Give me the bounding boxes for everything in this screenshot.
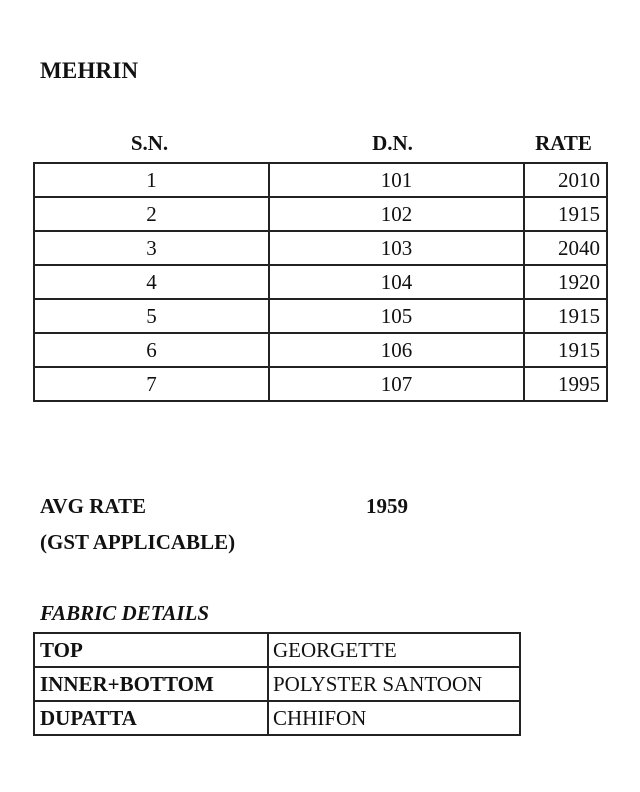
- cell-design-number: 102: [269, 197, 524, 231]
- cell-serial-number: 5: [34, 299, 269, 333]
- rate-table: [33, 162, 608, 402]
- table-row: [34, 197, 607, 231]
- cell-serial-number: 2: [34, 197, 269, 231]
- header-serial-number: S.N.: [130, 131, 169, 155]
- average-rate-value: 1959: [366, 494, 408, 518]
- average-rate-label: AVG RATE: [40, 494, 146, 518]
- document-title: MEHRIN: [40, 58, 139, 83]
- header-rate: RATE: [535, 131, 592, 155]
- table-row: [34, 667, 520, 701]
- cell-serial-number: 3: [34, 231, 269, 265]
- cell-serial-number: 6: [34, 333, 269, 367]
- cell-serial-number: 7: [34, 367, 269, 401]
- fabric-details-title: FABRIC DETAILS: [40, 601, 210, 625]
- cell-design-number: 101: [269, 163, 524, 197]
- cell-fabric-material: CHHIFON: [268, 701, 520, 735]
- table-row: [34, 633, 520, 667]
- table-row: [34, 333, 607, 367]
- cell-garment-part: DUPATTA: [34, 701, 268, 735]
- cell-serial-number: 4: [34, 265, 269, 299]
- table-row: [34, 299, 607, 333]
- rate-table-header: [33, 131, 608, 159]
- cell-design-number: 105: [269, 299, 524, 333]
- cell-rate: 1995: [524, 367, 607, 401]
- gst-applicable-note: (GST APPLICABLE): [40, 530, 236, 554]
- cell-design-number: 107: [269, 367, 524, 401]
- cell-garment-part: TOP: [34, 633, 268, 667]
- cell-rate: 1915: [524, 299, 607, 333]
- cell-rate: 2040: [524, 231, 607, 265]
- cell-design-number: 106: [269, 333, 524, 367]
- header-design-number: D.N.: [372, 131, 413, 155]
- cell-design-number: 103: [269, 231, 524, 265]
- fabric-details-table: [33, 632, 521, 736]
- cell-fabric-material: POLYSTER SANTOON: [268, 667, 520, 701]
- cell-rate: 1915: [524, 197, 607, 231]
- cell-rate: 1915: [524, 333, 607, 367]
- cell-serial-number: 1: [34, 163, 269, 197]
- cell-garment-part: INNER+BOTTOM: [34, 667, 268, 701]
- cell-rate: 1920: [524, 265, 607, 299]
- cell-design-number: 104: [269, 265, 524, 299]
- table-row: [34, 265, 607, 299]
- cell-rate: 2010: [524, 163, 607, 197]
- table-row: [34, 367, 607, 401]
- table-row: [34, 701, 520, 735]
- table-row: [34, 163, 607, 197]
- table-row: [34, 231, 607, 265]
- cell-fabric-material: GEORGETTE: [268, 633, 520, 667]
